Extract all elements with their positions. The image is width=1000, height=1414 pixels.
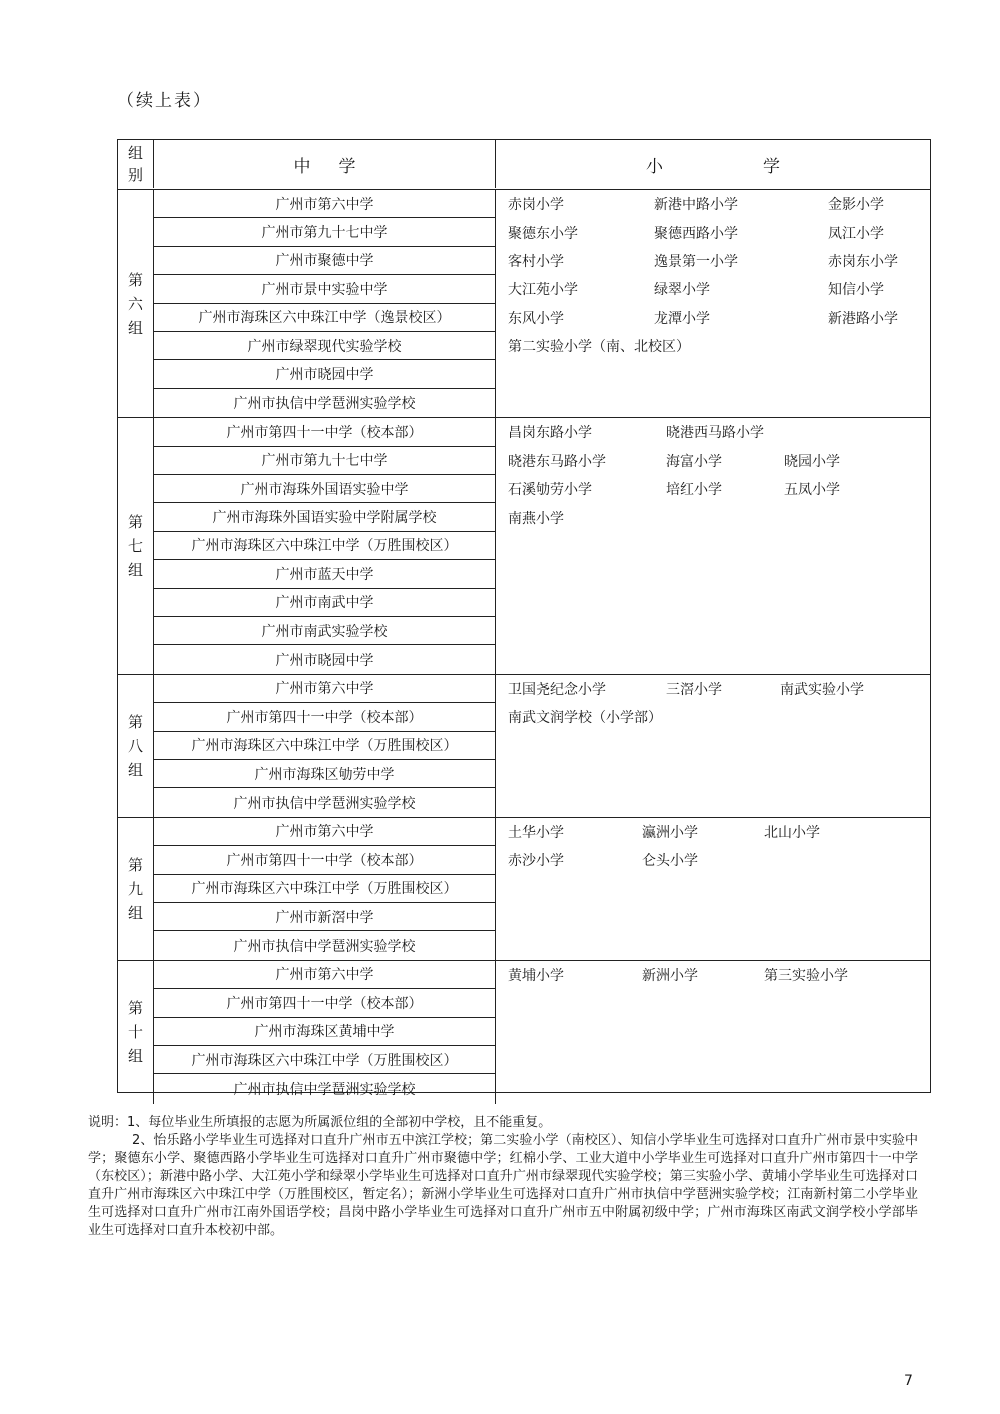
- middle-school-row: 广州市晓园中学: [154, 360, 495, 388]
- primary-school: 东风小学: [508, 310, 564, 327]
- primary-school: 南武实验小学: [780, 681, 864, 698]
- primary-school: 知信小学: [828, 282, 884, 299]
- primary-school-line: [496, 447, 930, 475]
- group-label-char: 组: [127, 760, 143, 779]
- group-label-char: 六: [127, 294, 143, 313]
- group-label-char: 八: [127, 736, 143, 755]
- group-label: [118, 675, 154, 817]
- note-1: 说明：1、每位毕业生所填报的志愿为所属派位组的全部初中学校，且不能重复。: [88, 1115, 552, 1130]
- primary-school: 第三实验小学: [764, 967, 848, 984]
- middle-school-row: 广州市第六中学: [154, 961, 495, 989]
- middle-school-row: 广州市第四十一中学（校本部）: [154, 703, 495, 731]
- group-section: [118, 961, 930, 1104]
- middle-school-row: 广州市海珠外国语实验中学附属学校: [154, 503, 495, 531]
- middle-school-list: [154, 818, 496, 960]
- primary-school: 北山小学: [764, 824, 820, 841]
- primary-school-line: [496, 275, 930, 303]
- primary-school-line: [496, 304, 930, 332]
- group-label-char: 七: [127, 536, 143, 555]
- primary-school: 昌岗东路小学: [508, 425, 592, 442]
- table-header: [118, 140, 930, 190]
- primary-school: 晓港西马路小学: [666, 425, 764, 442]
- primary-school: 仑头小学: [642, 853, 698, 870]
- middle-school-row: 广州市第九十七中学: [154, 218, 495, 246]
- primary-school-line: [496, 675, 930, 703]
- primary-school: 绿翠小学: [654, 282, 710, 299]
- middle-school-row: 广州市新滘中学: [154, 903, 495, 931]
- header-group: [118, 140, 154, 188]
- note-2: 2、怡乐路小学毕业生可选择对口直升广州市五中滨江学校；第二实验小学（南校区）、知信小学毕业生可选择对口直升广州市景中实验中学；聚德东小学、聚德西路小学毕业生可选择对口直升广州市聚德中学；红棉小学、工业大道中小学毕业生可选择对口直升广州市第四十一中学（东校区）；新港中路小学、大江苑小学和绿翠小学毕业生可选择对口直升广州市绿翠现代实验学校；第三实验小学、黄埔小学毕业生可选择对口直升广州市海珠区六中珠江中学（万胜围校区，暂定名）；新洲小学毕业生可选择对口直升广州市执信中学琶洲实验学校；江南新村第二小学毕业生可选择对口直升广州市江南外国语学校；昌岗中路小学毕业生可选择对口直升广州市五中附属初级中学；广州市海珠区南武文润学校小学部毕业生可选择对口直升本校初中部。: [88, 1133, 918, 1238]
- primary-school-line: [496, 332, 930, 360]
- middle-school-row: 广州市南武中学: [154, 589, 495, 617]
- middle-school-row: 广州市第四十一中学（校本部）: [154, 418, 495, 446]
- middle-school-list: [154, 675, 496, 817]
- group-section: [118, 818, 930, 961]
- primary-school: 南燕小学: [508, 510, 564, 527]
- middle-school-row: 广州市绿翠现代实验学校: [154, 332, 495, 360]
- middle-school-row: 广州市执信中学琶洲实验学校: [233, 395, 416, 412]
- page-number: 7: [904, 1373, 913, 1389]
- primary-school-line: [496, 503, 930, 531]
- primary-school: 凤江小学: [828, 225, 884, 242]
- group-label-char: 第: [127, 712, 143, 731]
- primary-school: 新港路小学: [828, 310, 898, 327]
- group-section: [118, 418, 930, 675]
- middle-school-list: [154, 418, 496, 674]
- primary-school: 赤沙小学: [508, 853, 564, 870]
- group-label-char: 十: [127, 1023, 143, 1042]
- primary-school: 龙潭小学: [654, 310, 710, 327]
- middle-school-row: 广州市第六中学: [154, 675, 495, 703]
- group-label-char: 第: [127, 855, 143, 874]
- primary-school: 培红小学: [666, 482, 722, 499]
- primary-school-line: [496, 218, 930, 246]
- primary-school: 晓园小学: [784, 453, 840, 470]
- primary-school-line: [496, 846, 930, 874]
- middle-school-row: 广州市海珠区六中珠江中学（万胜围校区）: [154, 732, 495, 760]
- primary-school: 瀛洲小学: [642, 824, 698, 841]
- header-group-char: 别: [127, 166, 143, 184]
- primary-school-line: [496, 190, 930, 218]
- middle-school-list: [154, 190, 496, 417]
- primary-school: 新洲小学: [642, 967, 698, 984]
- group-label-char: 第: [127, 270, 143, 289]
- middle-school-row: 广州市执信中学琶洲实验学校: [233, 938, 416, 955]
- primary-school-list: [496, 418, 930, 674]
- primary-school-list: [496, 190, 930, 417]
- primary-school: 聚德西路小学: [654, 225, 738, 242]
- primary-school: 黄埔小学: [508, 967, 564, 984]
- primary-school: 三滘小学: [666, 681, 722, 698]
- primary-school-line: [496, 418, 930, 446]
- group-label-char: 组: [127, 1047, 143, 1066]
- middle-school-list: [154, 961, 496, 1104]
- primary-school-list: [496, 818, 930, 960]
- middle-school-row: 广州市第六中学: [154, 190, 495, 218]
- middle-school-row: 广州市海珠区劬劳中学: [154, 760, 495, 788]
- primary-school: 第二实验小学（南、北校区）: [508, 339, 690, 356]
- primary-school-line: [496, 247, 930, 275]
- middle-school-row: 广州市海珠区六中珠江中学（万胜围校区）: [154, 875, 495, 903]
- primary-school: 大江苑小学: [508, 282, 578, 299]
- primary-school-line: [496, 475, 930, 503]
- middle-school-row: 广州市海珠区六中珠江中学（万胜围校区）: [154, 532, 495, 560]
- allocation-table: [117, 139, 931, 1098]
- primary-school: 金影小学: [828, 197, 884, 214]
- group-label-char: 组: [127, 903, 143, 922]
- group-label: [118, 418, 154, 674]
- primary-school: 晓港东马路小学: [508, 453, 606, 470]
- group-label-char: 第: [127, 999, 143, 1018]
- primary-school-list: [496, 961, 930, 1104]
- middle-school-row: 广州市执信中学琶洲实验学校: [233, 1081, 416, 1098]
- middle-school-row: 广州市第四十一中学（校本部）: [154, 846, 495, 874]
- primary-school: 聚德东小学: [508, 225, 578, 242]
- primary-school: 海富小学: [666, 453, 722, 470]
- middle-school-row: 广州市海珠区黄埔中学: [154, 1018, 495, 1046]
- middle-school-row: 广州市第四十一中学（校本部）: [154, 989, 495, 1017]
- primary-school: 赤岗小学: [508, 197, 564, 214]
- primary-school: 卫国尧纪念小学: [508, 681, 606, 698]
- primary-school: 逸景第一小学: [654, 253, 738, 270]
- header-group-char: 组: [127, 144, 143, 162]
- group-label-char: 九: [127, 879, 143, 898]
- middle-school-row: 广州市蓝天中学: [154, 560, 495, 588]
- group-label-char: 组: [127, 560, 143, 579]
- primary-school: 新港中路小学: [654, 197, 738, 214]
- primary-school: 土华小学: [508, 824, 564, 841]
- continued-label: （续上表）: [117, 91, 212, 111]
- middle-school-row: 广州市海珠外国语实验中学: [154, 475, 495, 503]
- primary-school: 五凤小学: [784, 482, 840, 499]
- group-section: [118, 675, 930, 818]
- middle-school-row: 广州市第九十七中学: [154, 447, 495, 475]
- primary-school: 石溪劬劳小学: [508, 482, 592, 499]
- middle-school-row: 广州市海珠区六中珠江中学（逸景校区）: [154, 304, 495, 332]
- header-primary-school: 小学: [646, 156, 880, 177]
- group-label-char: 第: [127, 512, 143, 531]
- primary-school: 赤岗东小学: [828, 253, 898, 270]
- primary-school-line: [496, 961, 930, 989]
- middle-school-row: 广州市执信中学琶洲实验学校: [233, 795, 416, 812]
- header-middle-school: 中学: [154, 140, 496, 188]
- primary-school: 南武文润学校（小学部）: [508, 710, 662, 727]
- group-label-char: 组: [127, 318, 143, 337]
- primary-school-list: [496, 675, 930, 817]
- middle-school-row: 广州市第六中学: [154, 818, 495, 846]
- group-label: [118, 818, 154, 960]
- middle-school-row: 广州市晓园中学: [275, 652, 374, 669]
- middle-school-row: 广州市景中实验中学: [154, 275, 495, 303]
- primary-school-line: [496, 818, 930, 846]
- middle-school-row: 广州市南武实验学校: [154, 617, 495, 645]
- primary-school: 客村小学: [508, 253, 564, 270]
- group-label: [118, 961, 154, 1104]
- group-section: [118, 190, 930, 418]
- primary-school-line: [496, 703, 930, 731]
- notes: [88, 1114, 918, 1240]
- middle-school-row: 广州市聚德中学: [154, 247, 495, 275]
- group-label: [118, 190, 154, 417]
- middle-school-row: 广州市海珠区六中珠江中学（万胜围校区）: [154, 1046, 495, 1074]
